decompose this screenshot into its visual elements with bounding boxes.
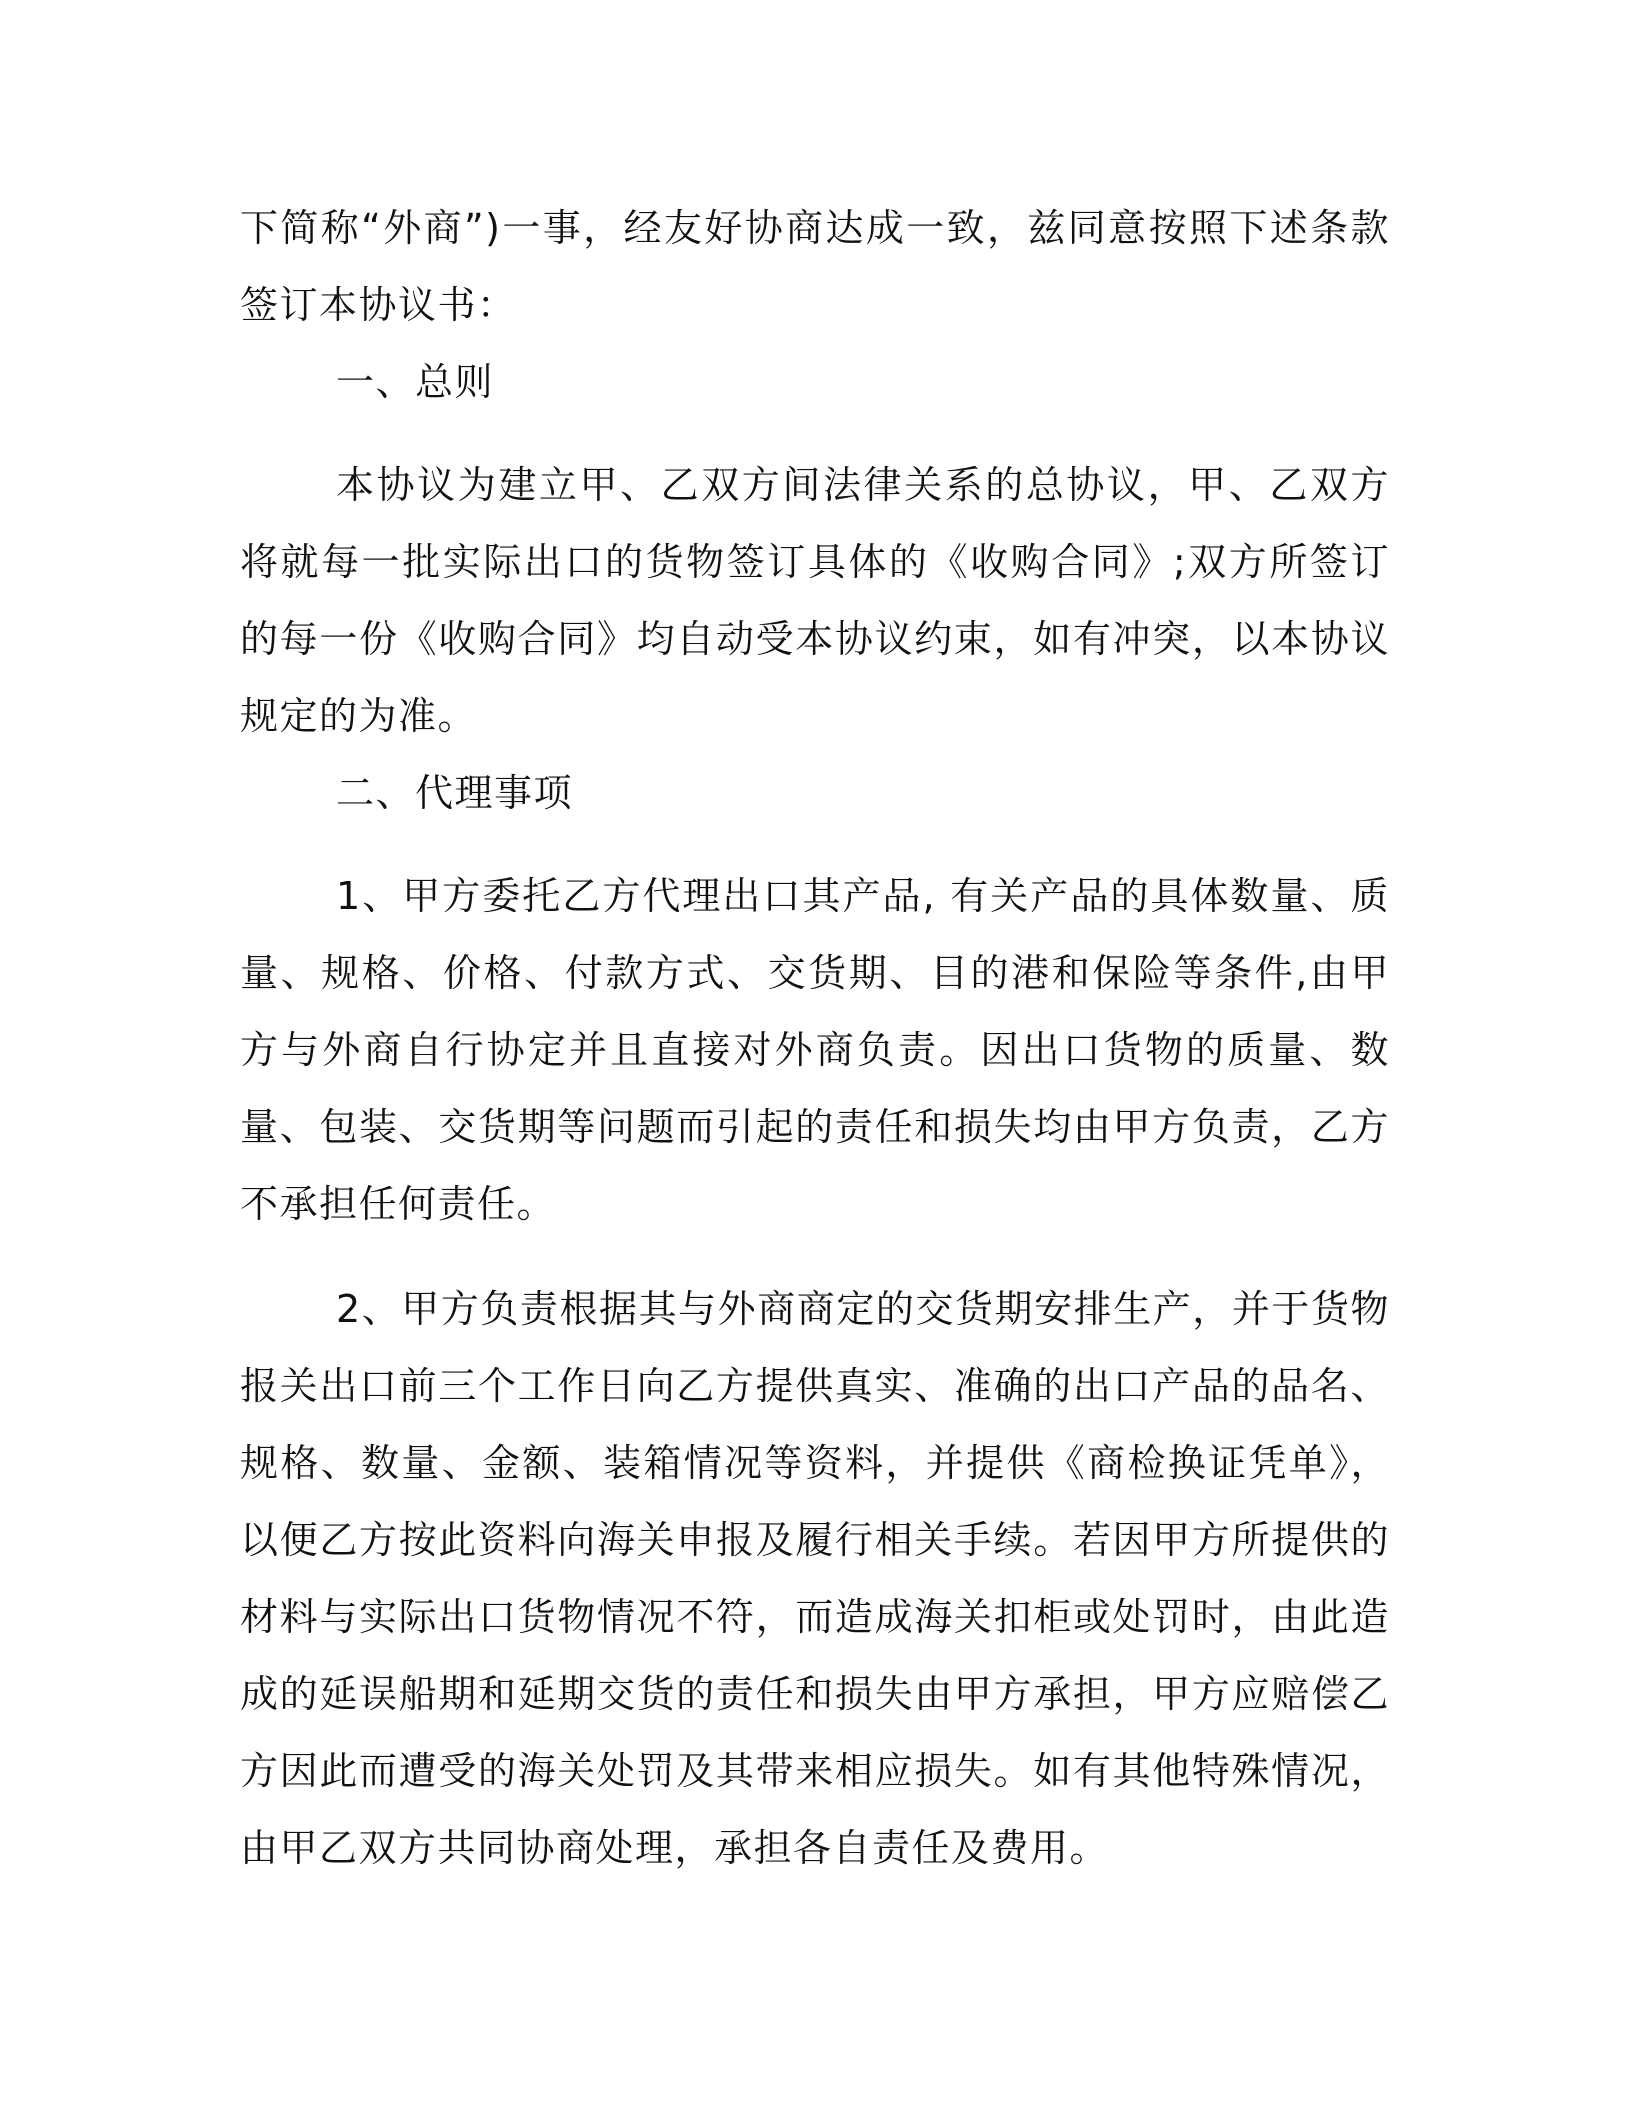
opening-paragraph: 下简称“外商”)一事，经友好协商达成一致，兹同意按照下述条款签订本协议书：: [240, 206, 1390, 327]
document-body: [240, 190, 1390, 1887]
section-1-body: 本协议为建立甲、乙双方间法律关系的总协议，甲、乙双方将就每一批实际出口的货物签订具体的《收购合同》;双方所签订的每一份《收购合同》均自动受本协议约束，如有冲突，以本协议规定的为准。: [240, 463, 1390, 738]
section-2-item-1: 1、甲方委托乙方代理出口其产品, 有关产品的具体数量、质量、规格、价格、付款方式、交货期、目的港和保险等条件,由甲方与外商自行协定并且直接对外商负责。因出口货物的质量、数量、包装、交货期等问题而引起的责任和损失均由甲方负责，乙方不承担任何责任。: [240, 874, 1390, 1226]
section-1-heading: 一、总则: [336, 360, 495, 404]
section-2-heading: 二、代理事项: [336, 771, 574, 815]
section-2-item-2: 2、甲方负责根据其与外商商定的交货期安排生产，并于货物报关出口前三个工作日向乙方提供真实、准确的出口产品的品名、规格、数量、金额、装箱情况等资料，并提供《商检换证凭单》，以便乙方按此资料向海关申报及履行相关手续。若因甲方所提供的材料与实际出口货物情况不符，而造成海关扣柜或处罚时，由此造成的延误船期和延期交货的责任和损失由甲方承担，甲方应赔偿乙方因此而遭受的海关处罚及其带来相应损失。如有其他特殊情况，由甲乙双方共同协商处理，承担各自责任及费用。: [240, 1287, 1390, 1870]
